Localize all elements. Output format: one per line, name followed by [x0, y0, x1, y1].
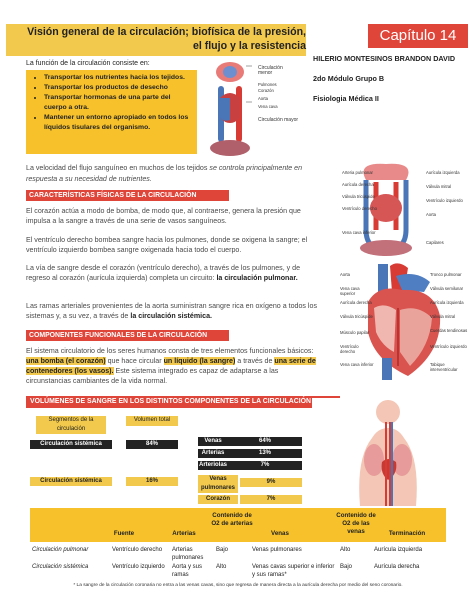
scheme-label: Aorta	[426, 212, 437, 217]
o2-cell: Arterias pulmonares	[172, 547, 204, 561]
th-arterias: Arterias	[172, 530, 196, 537]
th-o2-venas: Contenido de O2 de las venas	[336, 512, 376, 535]
part-name: Venas pulmonares	[198, 475, 238, 493]
anatomy-label: Vena cava inferior	[340, 362, 374, 367]
components-text-a: El sistema circulatorio de los seres humanos consta de tres elementos funcionales básicos:	[26, 347, 314, 355]
components-text-g: Este sistema integrado es capaz de adaptarse a las circunstancias cambiantes de la vida normal.	[26, 367, 279, 385]
physical-p2: El ventrículo derecho bombea sangre hacia los pulmones, donde se oxigena la sangre; el ventrículo izquierdo bombea sangre oxigenada hacia todo el cuerpo.	[26, 236, 308, 254]
components-vessels: una serie de contenedores (los vasos).	[26, 357, 316, 375]
function-item: • Transportar hormonas de una parte del cuerpo a otra.	[44, 93, 193, 113]
total-16: 16%	[126, 477, 178, 486]
author-block	[313, 49, 473, 109]
th-venas: Venas	[271, 530, 289, 537]
velocity-paragraph	[26, 163, 306, 185]
o2-cell: Ventrículo derecho	[112, 547, 163, 553]
o2-cell: Ventrículo izquierdo	[112, 564, 165, 570]
components-fluid: un líquido (la sangre)	[163, 357, 236, 365]
volumes-heading: VOLÚMENES DE SANGRE EN LOS DISTINTOS COMPONENTES DE LA CIRCULACIÓN	[26, 396, 340, 408]
physical-p3-a: La vía de sangre desde el corazón (ventrículo derecho), a través de los pulmones, y de regreso al corazón (aurícula izquierda) completa un circuito:	[26, 264, 301, 282]
velocity-text-b: se controla principalmente en respuesta a su necesidad de nutrientes.	[26, 164, 303, 183]
scheme-label: Aurícula izquierda	[426, 170, 460, 175]
components-text-e: a través de	[235, 357, 275, 365]
o2-cell: Aorta y sus ramas	[172, 564, 203, 578]
segment-systemic-1: Circulación sistémica	[30, 440, 112, 449]
col-volume-header: Volumen total	[126, 416, 178, 426]
o2-cell: Aurícula izquierda	[374, 547, 423, 553]
o2-cell: Bajo	[216, 547, 229, 553]
part-name: Arterias	[198, 449, 228, 458]
label-aorta: Aorta	[258, 96, 269, 101]
physical-p4	[26, 301, 322, 321]
right-heart-shape	[220, 98, 230, 121]
o2-row-label: Circulación pulmonar	[32, 547, 89, 553]
head-shape	[376, 400, 400, 424]
th-fuente: Fuente	[113, 530, 135, 537]
scheme-label: Capilares	[426, 240, 444, 245]
table-footnote: * La sangre de la circulación coronaria no entra a las venas cavas, sino que regresa de manera directa a la aurícula derecha por medio del seno coronario.	[73, 583, 403, 588]
part-value: 13%	[228, 449, 302, 458]
anatomy-label: Aurícula derecha	[340, 300, 372, 305]
label-circulacion-menor: Circulación menor	[258, 65, 283, 76]
part-value: 7%	[240, 495, 302, 504]
anatomy-label: Aurícula izquierda	[430, 300, 464, 305]
subject-name: Fisiologia Médica II	[313, 94, 379, 103]
functions-list	[26, 70, 197, 133]
scheme-label: Vena cava inferior	[342, 230, 376, 235]
group-name: 2do Módulo Grupo B	[313, 74, 385, 83]
lungs-vessels	[223, 66, 237, 78]
physical-p1: El corazón actúa a modo de bomba, de modo que, al contraerse, genera la presión que impulsa a la sangre a través de una serie de vasos sanguíneos.	[26, 207, 301, 225]
o2-cell: Venas pulmonares	[252, 547, 302, 553]
section-heading-physical: CARACTERÍSTICAS FÍSICAS DE LA CIRCULACIÓN	[26, 190, 229, 201]
o2-cell: Bajo	[340, 564, 353, 570]
components-pump: una bomba (el corazón)	[26, 357, 106, 365]
label-circulacion-mayor: Circulación mayor	[258, 117, 299, 123]
anatomy-label: Cuerdas tendinosas	[430, 328, 468, 333]
part-value: 9%	[240, 478, 302, 487]
physical-p4-b: la circulación sistémica.	[130, 312, 212, 320]
systemic-capillaries	[210, 140, 250, 156]
function-item: • Transportar los nutrientes hacia los tejidos.	[44, 73, 193, 83]
author-name: HILERIO MONTESINOS BRANDON DAVID	[313, 54, 456, 63]
o2-cell: Aurícula derecha	[374, 564, 420, 570]
chapter-badge: Capítulo 14	[368, 24, 468, 48]
physical-p4-a: Las ramas arteriales provenientes de la aorta suministran sangre rica en oxígeno a todos los sistemas y, a su vez, a través de	[26, 302, 318, 320]
part-name: Venas	[198, 437, 228, 446]
scheme-label: Válvula tricúspide	[342, 194, 375, 199]
th-o2-arterias: Contenido de O2 de arterias	[211, 512, 253, 527]
scheme-label: Arteria pulmonar	[342, 170, 373, 175]
components-text-c: que hace circular	[105, 357, 164, 365]
label-corazon: Corazón	[258, 88, 274, 93]
section-heading-components: COMPONENTES FUNCIONALES DE LA CIRCULACIÓN	[26, 330, 229, 341]
anatomy-label: Válvula mitral	[430, 314, 456, 319]
total-84: 84%	[126, 440, 178, 449]
o2-cell: Venas cavas superior e inferior y sus ramas*	[252, 564, 335, 578]
th-terminacion: Terminación	[388, 530, 426, 537]
part-name: Arteriolas	[198, 462, 227, 468]
scheme-label: Válvula mitral	[426, 184, 452, 189]
velocity-text-a: La velocidad del flujo sanguíneo en muchos de los tejidos	[26, 164, 210, 172]
label-vena-cava: Vena cava	[258, 104, 278, 109]
title-line-2: el flujo y la resistencia	[192, 40, 306, 52]
o2-cell: Alto	[216, 564, 227, 570]
scheme-label: Aurícula derecha	[342, 182, 374, 187]
title-line-1: Visión general de la circulación; biofísica de la presión,	[27, 26, 306, 38]
scheme-label: Ventrículo izquierdo	[426, 198, 463, 203]
scheme-label: Ventrículo derecho	[342, 206, 377, 211]
anatomy-label: Músculo papilar	[340, 330, 370, 335]
left-lung	[364, 444, 384, 476]
o2-cell: Alto	[340, 547, 351, 553]
segment-systemic-2: Circulación sistémica	[30, 477, 112, 486]
physical-p3-b: la circulación pulmonar.	[216, 274, 298, 282]
function-item: • Transportar los productos de desecho	[44, 83, 193, 93]
inferior-vena-cava	[382, 358, 392, 380]
systemic-capillary-bed	[360, 240, 412, 256]
anatomy-label: Válvula semilunar	[430, 286, 464, 291]
part-name: Corazón	[198, 495, 238, 504]
function-item: • Mantener un entorno apropiado en todos los líquidos tisulares del organismo.	[44, 113, 193, 133]
functions-box	[26, 70, 197, 154]
part-value: 7%	[228, 461, 302, 470]
label-pulmones: Pulmones	[258, 82, 277, 87]
components-paragraph	[26, 346, 322, 386]
anatomy-label: Ventrículo derecho	[340, 344, 359, 354]
col-segment-header: Segmentos de la circulación	[36, 416, 106, 434]
leader-lines	[246, 66, 252, 102]
o2-row-label: Circulación sistémica	[32, 564, 89, 570]
intro-lead: La función de la circulación consiste en:	[26, 60, 150, 67]
anatomy-label: Vena cava superior	[340, 286, 360, 296]
anatomy-label: Aorta	[340, 272, 351, 277]
physical-p3	[26, 263, 322, 283]
body-circulation-illustration	[312, 398, 466, 506]
anatomy-label: Válvula tricúspide	[340, 314, 373, 319]
anatomy-label: Tabique interventricular	[430, 362, 458, 372]
anatomy-label: Ventrículo izquierdo	[430, 344, 467, 349]
page-title	[10, 25, 306, 53]
anatomy-label: Tronco pulmonar	[430, 272, 462, 277]
part-value: 64%	[228, 437, 302, 446]
